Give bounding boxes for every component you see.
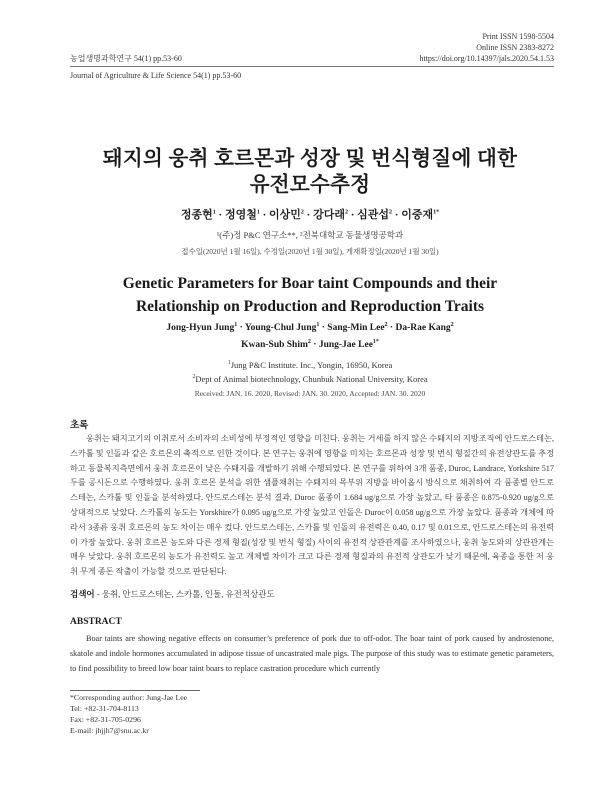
journal-name-en: Journal of Agriculture & Life Science 54(1) pp.53-60 xyxy=(70,71,242,80)
paper-title-en-line2: Relationship on Production and Reproduction Traits xyxy=(135,298,485,315)
paper-title-ko-line2: 유전모수추정 xyxy=(249,174,371,196)
author-sup: 1 xyxy=(234,321,238,328)
author-sup: 2 xyxy=(300,209,304,216)
author-name: Young-Chul Jung xyxy=(244,323,317,333)
author-name: 강다래 xyxy=(313,209,345,221)
author-sup: 2 xyxy=(450,321,454,328)
abstract-en-heading: ABSTRACT xyxy=(70,617,122,627)
abstract-ko-body xyxy=(70,432,554,580)
corresponding-author: *Corresponding author: Jung-Jae Lee xyxy=(70,693,188,702)
affiliation-1: $^1$Jung P&C Institute. Inc., Yongin, 16950, Korea xyxy=(227,360,393,370)
abstract-ko-heading: 초록 xyxy=(70,421,89,431)
author-separator: · xyxy=(350,209,355,221)
affiliation-sup: 1 xyxy=(227,360,231,367)
author-sup: 2 xyxy=(307,338,311,345)
author-name: 정종현 xyxy=(180,209,213,221)
author-sup: 2 xyxy=(344,209,348,216)
author-list-ko xyxy=(60,206,560,222)
author-sup: 1 xyxy=(212,209,216,216)
email-address[interactable]: E-mail: jhjjh7@snu.ac.kr xyxy=(70,726,149,735)
print-issn: Print ISSN 1598-5504 xyxy=(482,32,554,41)
affiliation-2: $^2$Dept of Animal biotechnology, Chunbuk National University, Korea xyxy=(192,374,428,384)
author-name: 이중재 xyxy=(401,209,434,221)
doi-link[interactable]: https://doi.org/10.14397/jals.2020.54.1.53 xyxy=(419,54,554,63)
affiliation-sup: 2 xyxy=(192,374,196,381)
author-sup: 1 xyxy=(256,209,260,216)
author-name: Jong-Hyun Jung xyxy=(166,323,235,333)
author-name: Kwan-Sub Shim xyxy=(241,340,308,350)
author-list-en-line1 xyxy=(60,320,560,337)
author-name: 정영철 xyxy=(224,209,257,221)
author-sup: 2 xyxy=(389,209,393,216)
author-separator: · xyxy=(313,340,317,350)
paper-title-en xyxy=(60,272,560,318)
author-name: 심관섭 xyxy=(357,209,390,221)
author-sup: 2 xyxy=(384,321,388,328)
affiliations-en xyxy=(60,358,560,386)
keywords-label: 검색어 xyxy=(70,589,95,599)
online-issn: Online ISSN 2383-8272 xyxy=(476,43,554,52)
author-separator: · xyxy=(321,323,325,333)
author-name: Jung-Jae Lee xyxy=(318,340,373,350)
dates-ko: 접수일(2020년 1월 16일), 수정일(2020년 1월 30일), 게재확정일(2020년 1월 30일) xyxy=(181,247,439,256)
keywords xyxy=(70,588,275,600)
footnote-divider xyxy=(70,690,200,691)
author-separator: · xyxy=(394,209,399,221)
header-divider xyxy=(70,66,554,67)
paper-title-en-line1: Genetic Parameters for Boar taint Compounds and their xyxy=(122,275,498,292)
journal-name-ko: 농업생명과학연구 54(1) pp.53-60 xyxy=(70,54,182,63)
journal-header-right xyxy=(419,31,554,64)
phone-number: Tel: +82-31-704-8113 xyxy=(70,704,139,713)
author-list-en xyxy=(60,320,560,354)
author-separator: · xyxy=(218,209,223,221)
author-separator: · xyxy=(389,323,394,333)
author-list-en-line2 xyxy=(60,337,560,354)
abstract-en-body xyxy=(70,632,554,676)
author-separator: · xyxy=(306,209,311,221)
abstract-en-text: Boar taints are showing negative effects on consumer’s preference of pork due to off-odor. The boar taint of pork caused by androstenone, skatole and indole hormones accumulated in adipose tissue of uncastrated male pigs. The purpose of this study was to estimate genetic parameters, to find possibility to breed low boar taint boars to replace castration procedure which currently xyxy=(70,634,554,673)
paper-title-ko xyxy=(60,146,560,198)
author-sup: 1 xyxy=(316,321,320,328)
dates-en: Received: JAN. 16. 2020, Revised: JAN. 30. 2020, Accepted: JAN. 30. 2020 xyxy=(194,389,426,398)
author-name: Da-Rae Kang xyxy=(395,323,451,333)
keywords-text: - 웅취, 안드로스테논, 스카톨, 인돌, 유전적상관도 xyxy=(94,589,275,599)
author-name: Sang-Min Lee xyxy=(327,323,385,333)
author-separator: · xyxy=(262,209,267,221)
affiliations-ko: ¹(주)정 P&C 연구소**, ²전북대학교 동물생명공학과 xyxy=(216,230,404,240)
author-sup: 1* xyxy=(433,209,440,216)
footnote xyxy=(70,692,187,736)
paper-title-ko-line1: 돼지의 웅취 호르몬과 성장 및 번식형질에 대한 xyxy=(102,148,518,170)
author-sup: 1* xyxy=(372,338,379,345)
author-separator: · xyxy=(239,323,243,333)
author-name: 이상민 xyxy=(269,209,301,221)
fax-number: Fax: +82-31-705-0296 xyxy=(70,715,141,724)
abstract-ko-text: 웅취는 돼지고기의 이취로서 소비자의 소비성에 부정적인 영향을 미친다. 웅취는 거세를 하지 않은 수퇘지의 지방조직에 안드로스테논, 스카톨 및 인돌과 같은 호르몬의 축적으로 인한 것이다. 본 연구는 웅취에 영향을 미치는 호르몬과 성장 및 번식 형질간의 유전상관도를 추정하고 동물복지측면에서 웅취 호르몬이 낮은 수퇘지를 개발하기 위해 수행되었다. 본 연구를 위하여 3개 품종, Duroc, Landrace, Yorkshire 517두를 공시돈으로 수행하였다. 웅취 호르몬 분석을 위한 샘플채취는 수퇘지의 목부위 지방을 바이옵시 방식으로 채취하여 각 품종별 안드로스테논, 스카톨 및 인돌을 분석하였다. 안드로스테논 분석 결과, Duroc 품종이 1.684 ug/g으로 가장 높았고, 타 품종은 0.875-0.920 ug/g으로 상대적으로 낮았다. 스카톨의 농도는 Yorskhire가 0.095 ug/g으로 가장 높았고 인돌은 Duroc이 0.058 ug/g으로 가장 높았다. 품종과 개체에 따라서 3종류 웅취 호르몬의 농도 차이는 매우 컸다. 안드로스테논, 스카톨 및 인돌의 유전력은 0.40, 0.17 및 0.01으로, 안드로스테논의 유전력이 가장 높았다. 웅취 호르몬 농도와 다른 경제 형질(성장 및 번식 형질) 사이의 유전적 상관관계를 조사하였으나, 웅취 농도와의 상관관계는 매우 낮았다. 웅취 호르몬의 농도가 유전력도 높고 개체별 차이가 크고 다른 경제 형질과의 유전적 상관도가 낮기 때문에, 육종을 통한 저 웅취 무게 종돈 작출이 가능할 것으로 판단된다. xyxy=(70,434,554,577)
